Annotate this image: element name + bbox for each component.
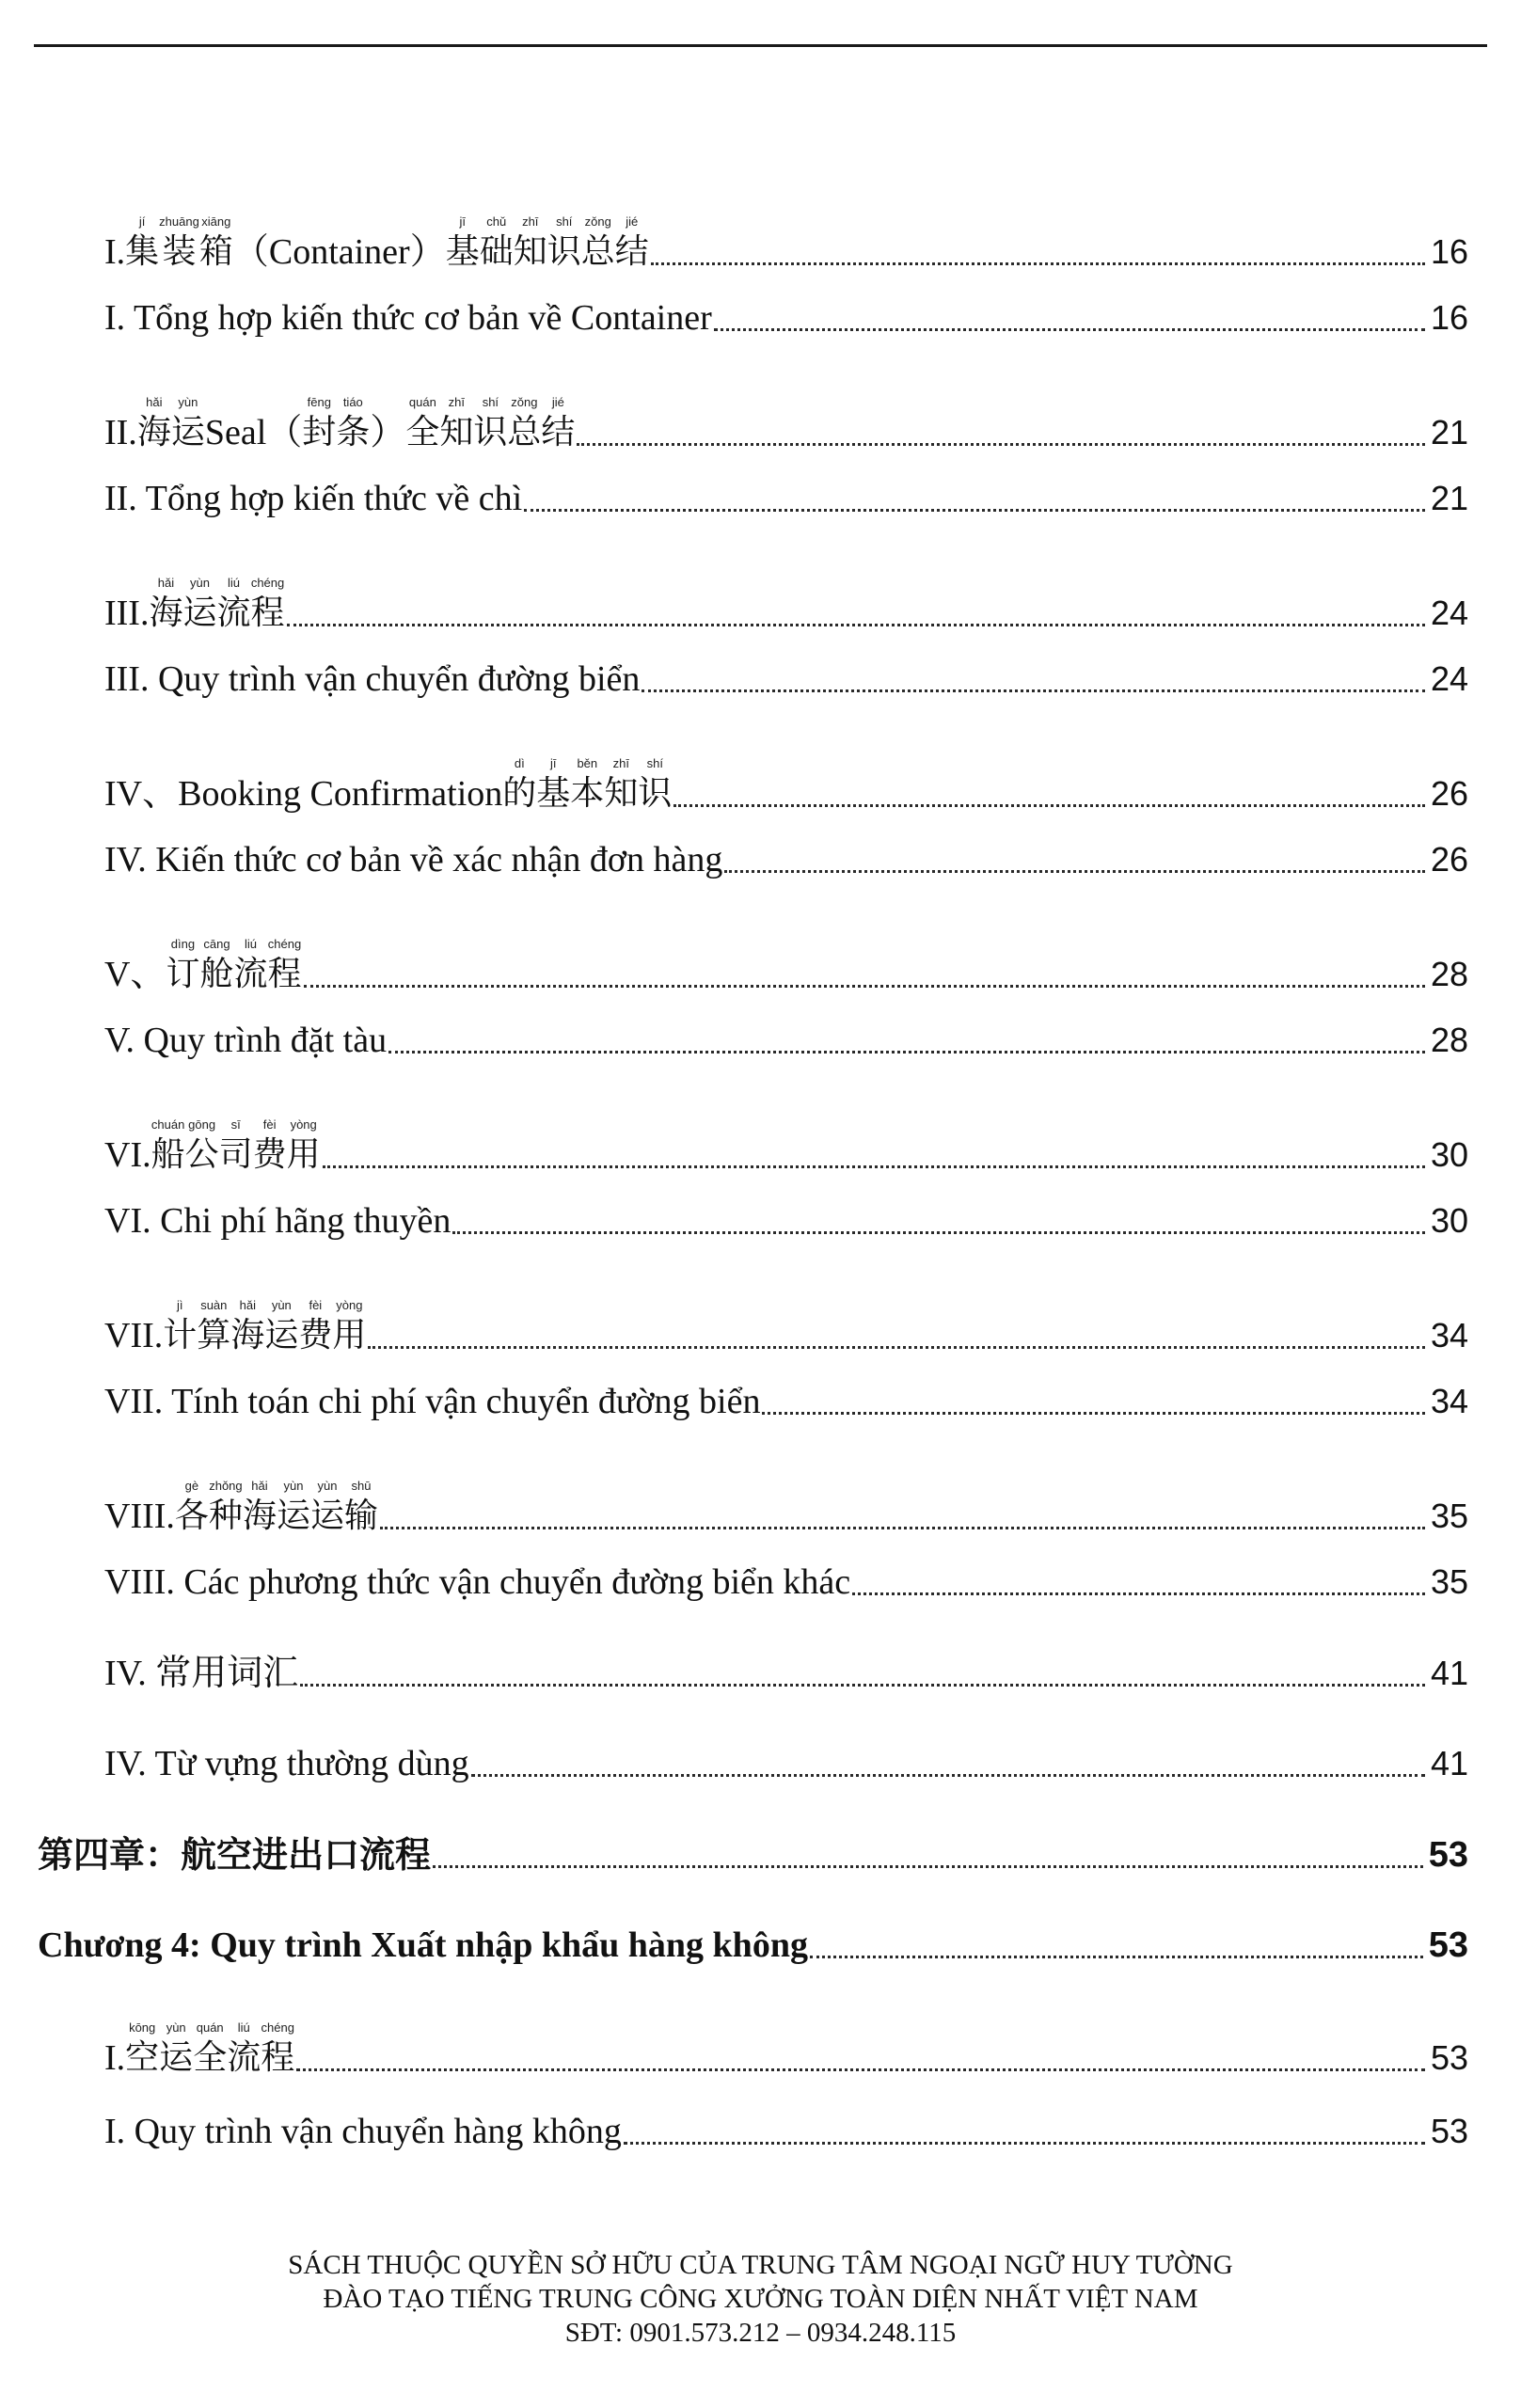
- toc-entry-number: VIII.: [104, 1497, 175, 1536]
- pinyin: yòng: [286, 1117, 321, 1132]
- hanzi: 订: [166, 955, 200, 993]
- pinyin: jié: [541, 395, 576, 409]
- hanzi: 海: [242, 1497, 277, 1535]
- dot-leader: [810, 1956, 1423, 1958]
- pinyin: hǎi: [242, 1479, 277, 1493]
- chinese-character: [163, 1298, 197, 1356]
- chinese-character: [199, 214, 233, 273]
- toc-entry[interactable]: [104, 658, 1468, 700]
- dot-leader: [673, 804, 1425, 807]
- toc-page-number: 41: [1430, 1744, 1468, 1782]
- hanzi: 运: [159, 2038, 194, 2077]
- pinyin: fēng: [302, 395, 337, 409]
- hanzi: 费: [252, 1135, 287, 1174]
- dot-leader: [287, 624, 1425, 626]
- toc-entry-title: III. Quy trình vận chuyển đường biển: [104, 659, 641, 699]
- chinese-character: [193, 2020, 227, 2079]
- hanzi: 种: [208, 1497, 243, 1535]
- toc-entry-title: IV. Kiến thức cơ bản về xác nhận đơn hàng: [104, 840, 723, 879]
- toc-entry-number: VII.: [104, 1316, 164, 1355]
- toc-entry-number: V、: [104, 955, 166, 994]
- pinyin: yùn: [309, 1479, 344, 1493]
- chinese-character: [446, 214, 480, 273]
- dot-leader: [433, 1865, 1423, 1868]
- chinese-character: [439, 395, 473, 453]
- pinyin: gōng: [184, 1117, 219, 1132]
- footer-phone-line: SĐT: 0901.573.212 – 0934.248.115: [564, 2318, 957, 2348]
- pinyin: kōng: [125, 2020, 160, 2035]
- chinese-character: [502, 756, 536, 815]
- toc-page-number: 16: [1430, 232, 1468, 271]
- footer-ownership-line: SÁCH THUỘC QUYỀN SỞ HỮU CỦA TRUNG TÂM NGOẠI NGỮ HUY TƯỜNG: [288, 2250, 1233, 2280]
- hanzi: 程: [261, 2038, 295, 2077]
- chinese-character: [310, 1479, 344, 1537]
- pinyin: shí: [473, 395, 508, 409]
- dot-leader: [724, 870, 1425, 873]
- toc-entry[interactable]: [104, 214, 1468, 273]
- chinese-character: [547, 214, 581, 273]
- hanzi: 基: [536, 774, 571, 813]
- chinese-character: [243, 1479, 277, 1537]
- toc-page-number: 35: [1430, 1562, 1468, 1601]
- chinese-character: [264, 1298, 298, 1356]
- toc-entry-number: I.: [104, 2038, 126, 2078]
- toc-entry[interactable]: [104, 395, 1468, 453]
- dot-leader: [471, 1774, 1425, 1777]
- chinese-character: [570, 756, 604, 815]
- toc-page-number: 24: [1430, 659, 1468, 698]
- chinese-character: [217, 576, 251, 634]
- hanzi: 箱: [198, 232, 233, 271]
- chinese-character: [541, 395, 575, 453]
- pinyin: quán: [405, 395, 440, 409]
- toc-entry[interactable]: [104, 297, 1468, 339]
- hanzi: 识: [638, 774, 673, 813]
- dot-leader: [762, 1412, 1425, 1415]
- chinese-character: [182, 576, 216, 634]
- chinese-character: [149, 576, 182, 634]
- chinese-character: [277, 1479, 310, 1537]
- hanzi: 流: [233, 955, 268, 993]
- hanzi: 基: [445, 232, 480, 271]
- pinyin: chéng: [267, 937, 302, 951]
- hanzi: 本: [570, 774, 605, 813]
- pinyin: gè: [174, 1479, 209, 1493]
- chinese-character: [219, 1117, 253, 1176]
- toc-entry[interactable]: [104, 1653, 1468, 1694]
- page-footer: [0, 2248, 1521, 2350]
- hanzi: 空: [125, 2038, 160, 2077]
- pinyin: zhuāng: [159, 214, 199, 229]
- hanzi: 程: [250, 594, 285, 632]
- hanzi: 结: [614, 232, 649, 271]
- pinyin: zhī: [513, 214, 547, 229]
- chinese-character: [230, 1298, 264, 1356]
- toc-page-number: 26: [1430, 840, 1468, 879]
- toc-entry[interactable]: [104, 1479, 1468, 1537]
- toc-page-number: 28: [1430, 955, 1468, 993]
- chinese-character: [209, 1479, 243, 1537]
- chinese-character: [125, 214, 159, 273]
- toc-page-number: 53: [1428, 1925, 1468, 1965]
- hanzi: 舱: [199, 955, 234, 993]
- chinese-character: [287, 1117, 321, 1176]
- pinyin: shí: [638, 756, 673, 770]
- toc-entry[interactable]: [104, 937, 1468, 995]
- chinese-character: [480, 214, 514, 273]
- pinyin: chǔ: [479, 214, 514, 229]
- hanzi: 全: [405, 413, 440, 452]
- hanzi: 运: [182, 594, 217, 632]
- pinyin: chéng: [250, 576, 285, 590]
- chinese-character: [336, 395, 370, 453]
- chinese-character: [166, 937, 199, 995]
- hanzi: 海: [230, 1316, 265, 1354]
- toc-page-number: 34: [1430, 1382, 1468, 1420]
- toc-entry[interactable]: [104, 576, 1468, 634]
- chinese-character: [227, 2020, 261, 2079]
- hanzi: 用: [286, 1135, 321, 1174]
- toc-entry-title: VIII. Các phương thức vận chuyển đường biển khác: [104, 1562, 851, 1602]
- hanzi: 条: [336, 413, 371, 452]
- pinyin: sī: [218, 1117, 253, 1132]
- chinese-character: [615, 214, 649, 273]
- pinyin: zhī: [439, 395, 474, 409]
- hanzi: 封: [302, 413, 337, 452]
- toc-entry-title: VII. Tính toán chi phí vận chuyển đường biển: [104, 1382, 761, 1421]
- chinese-character: [507, 395, 541, 453]
- toc-entry[interactable]: [104, 1561, 1468, 1603]
- chinese-character: [332, 1298, 366, 1356]
- chinese-character: [405, 395, 439, 453]
- chinese-character: [159, 2020, 193, 2079]
- hanzi: 运: [276, 1497, 310, 1535]
- toc-page-number: 30: [1430, 1201, 1468, 1240]
- pinyin: běn: [570, 756, 605, 770]
- pinyin: chuán: [151, 1117, 185, 1132]
- toc-entry-latin-text: ）: [370, 413, 406, 452]
- pinyin: chéng: [261, 2020, 295, 2035]
- hanzi: 识: [547, 232, 581, 271]
- hanzi: 知: [513, 232, 547, 271]
- toc-chapter-entry[interactable]: [38, 1834, 1468, 1876]
- pinyin: jī: [536, 756, 571, 770]
- hanzi: 海: [149, 594, 183, 632]
- hanzi: 础: [479, 232, 514, 271]
- toc-entry[interactable]: [104, 478, 1468, 519]
- pinyin: fèi: [298, 1298, 333, 1312]
- chinese-character: [536, 756, 570, 815]
- chinese-character: [125, 2020, 159, 2079]
- hanzi: 集: [125, 232, 160, 271]
- hanzi: 总: [580, 232, 615, 271]
- chinese-character: [261, 2020, 294, 2079]
- hanzi: 运: [309, 1497, 344, 1535]
- chinese-character: [268, 937, 302, 995]
- toc-entry-number: I.: [104, 232, 126, 272]
- toc-entry-title: V. Quy trình đặt tàu: [104, 1021, 388, 1060]
- hanzi: 流: [227, 2038, 261, 2077]
- pinyin: jì: [163, 1298, 198, 1312]
- pinyin: hǎi: [149, 576, 183, 590]
- hanzi: 算: [197, 1316, 231, 1354]
- hanzi: 全: [193, 2038, 228, 2077]
- toc-page-number: 16: [1430, 298, 1468, 337]
- chinese-character: [185, 1117, 219, 1176]
- pinyin: yòng: [332, 1298, 367, 1312]
- dot-leader: [524, 509, 1425, 512]
- pinyin: yùn: [182, 576, 217, 590]
- pinyin: hǎi: [230, 1298, 265, 1312]
- toc-entry[interactable]: [104, 2111, 1468, 2152]
- toc-page-number: 35: [1430, 1497, 1468, 1535]
- toc-entry[interactable]: [104, 1200, 1468, 1242]
- pinyin: zǒng: [507, 395, 542, 409]
- pinyin: yùn: [170, 395, 205, 409]
- toc-entry-title: VI. Chi phí hãng thuyền: [104, 1201, 452, 1241]
- toc-entry-title: Chương 4: Quy trình Xuất nhập khẩu hàng không: [38, 1925, 808, 1965]
- chinese-character: [473, 395, 507, 453]
- toc-page-number: 53: [1428, 1835, 1468, 1875]
- toc-entry[interactable]: [104, 1298, 1468, 1356]
- hanzi: 海: [136, 413, 171, 452]
- toc-entry-title: IV. Từ vựng thường dùng: [104, 1744, 469, 1783]
- chinese-character: [233, 937, 267, 995]
- pinyin: dìng: [166, 937, 200, 951]
- toc-page-number: 41: [1430, 1654, 1468, 1692]
- toc-entry-number: IV、Booking Confirmation: [104, 774, 503, 814]
- dot-leader: [852, 1592, 1425, 1595]
- dot-leader: [380, 1527, 1425, 1529]
- chinese-character: [251, 576, 285, 634]
- pinyin: shí: [547, 214, 581, 229]
- toc-page-number: 34: [1430, 1316, 1468, 1354]
- hanzi: 总: [507, 413, 542, 452]
- toc-entry[interactable]: [104, 756, 1468, 815]
- hanzi: 计: [163, 1316, 198, 1354]
- dot-leader: [388, 1051, 1425, 1054]
- dot-leader: [642, 689, 1425, 692]
- pinyin: dì: [502, 756, 537, 770]
- toc-page-number: 21: [1430, 479, 1468, 517]
- pinyin: suàn: [197, 1298, 231, 1312]
- toc-page-number: 24: [1430, 594, 1468, 632]
- toc-entry[interactable]: [104, 1743, 1468, 1784]
- chinese-character: [253, 1117, 287, 1176]
- dot-leader: [368, 1346, 1425, 1349]
- toc-entry-title: 第四章：航空进出口流程: [38, 1834, 432, 1876]
- chinese-character: [171, 395, 205, 453]
- toc-entry[interactable]: [104, 1020, 1468, 1061]
- hanzi: 知: [604, 774, 639, 813]
- toc-entry-title: II. Tổng hợp kiến thức về chì: [104, 479, 523, 518]
- pinyin: zhī: [604, 756, 639, 770]
- chinese-character: [298, 1298, 332, 1356]
- chinese-character: [199, 937, 233, 995]
- hanzi: 用: [332, 1316, 367, 1354]
- toc-page-number: 30: [1430, 1135, 1468, 1174]
- toc-entry-title: IV. 常用词汇: [104, 1654, 299, 1693]
- pinyin: liú: [216, 576, 251, 590]
- hanzi: 程: [267, 955, 302, 993]
- toc-page-number: 26: [1430, 774, 1468, 813]
- chinese-character: [514, 214, 547, 273]
- hanzi: 运: [264, 1316, 299, 1354]
- toc-entry[interactable]: [104, 1381, 1468, 1422]
- toc-page-number: 28: [1430, 1021, 1468, 1059]
- toc-entry-title: I. Tổng hợp kiến thức cơ bản về Container: [104, 298, 712, 338]
- hanzi: 船: [151, 1135, 185, 1174]
- dot-leader: [304, 985, 1425, 988]
- footer-training-line: ĐÀO TẠO TIẾNG TRUNG CÔNG XƯỞNG TOÀN DIỆN NHẤT VIỆT NAM: [323, 2284, 1198, 2314]
- pinyin: yùn: [159, 2020, 194, 2035]
- pinyin: xiāng: [198, 214, 233, 229]
- pinyin: jī: [445, 214, 480, 229]
- chinese-character: [604, 756, 638, 815]
- chinese-character: [175, 1479, 209, 1537]
- toc-entry-latin-text: Seal（: [204, 413, 303, 452]
- pinyin: liú: [233, 937, 268, 951]
- hanzi: 运: [170, 413, 205, 452]
- hanzi: 费: [298, 1316, 333, 1354]
- pinyin: jí: [125, 214, 160, 229]
- dot-leader: [452, 1231, 1425, 1234]
- toc-chapter-entry[interactable]: [38, 1925, 1468, 1966]
- hanzi: 输: [343, 1497, 378, 1535]
- dot-leader: [714, 328, 1425, 331]
- hanzi: 识: [473, 413, 508, 452]
- pinyin: hǎi: [136, 395, 171, 409]
- toc-entry[interactable]: [104, 2020, 1468, 2079]
- toc-entry[interactable]: [104, 1117, 1468, 1176]
- hanzi: 的: [502, 774, 537, 813]
- chinese-character: [344, 1479, 378, 1537]
- pinyin: cāng: [199, 937, 234, 951]
- hanzi: 公: [184, 1135, 219, 1174]
- dot-leader: [577, 443, 1425, 446]
- dot-leader: [296, 2068, 1425, 2071]
- chinese-character: [638, 756, 672, 815]
- pinyin: shū: [343, 1479, 378, 1493]
- pinyin: quán: [193, 2020, 228, 2035]
- toc-entry-number: VI.: [104, 1135, 151, 1175]
- dot-leader: [651, 262, 1425, 265]
- pinyin: yùn: [264, 1298, 299, 1312]
- hanzi: 知: [439, 413, 474, 452]
- hanzi: 流: [216, 594, 251, 632]
- toc-page-number: 53: [1430, 2112, 1468, 2150]
- chinese-character: [302, 395, 336, 453]
- hanzi: 装: [159, 232, 199, 271]
- toc-entry-number: II.: [104, 413, 137, 452]
- pinyin: zhǒng: [208, 1479, 243, 1493]
- chinese-character: [581, 214, 615, 273]
- pinyin: liú: [227, 2020, 261, 2035]
- pinyin: tiáo: [336, 395, 371, 409]
- chinese-character: [151, 1117, 185, 1176]
- toc-entry-title: I. Quy trình vận chuyển hàng không: [104, 2112, 622, 2151]
- chinese-character: [137, 395, 171, 453]
- toc-entry-latin-text: （Container）: [232, 232, 446, 272]
- dot-leader: [300, 1684, 1425, 1687]
- pinyin: jié: [614, 214, 649, 229]
- toc-page-number: 53: [1430, 2038, 1468, 2077]
- toc-entry-number: III.: [104, 594, 150, 633]
- hanzi: 各: [174, 1497, 209, 1535]
- dot-leader: [323, 1165, 1425, 1168]
- toc-page-number: 21: [1430, 413, 1468, 452]
- pinyin: yùn: [276, 1479, 310, 1493]
- toc-entry[interactable]: [104, 839, 1468, 880]
- hanzi: 司: [218, 1135, 253, 1174]
- chinese-character: [197, 1298, 230, 1356]
- pinyin: zǒng: [580, 214, 615, 229]
- dot-leader: [624, 2142, 1425, 2145]
- chinese-character: [159, 214, 199, 273]
- hanzi: 结: [541, 413, 576, 452]
- pinyin: fèi: [252, 1117, 287, 1132]
